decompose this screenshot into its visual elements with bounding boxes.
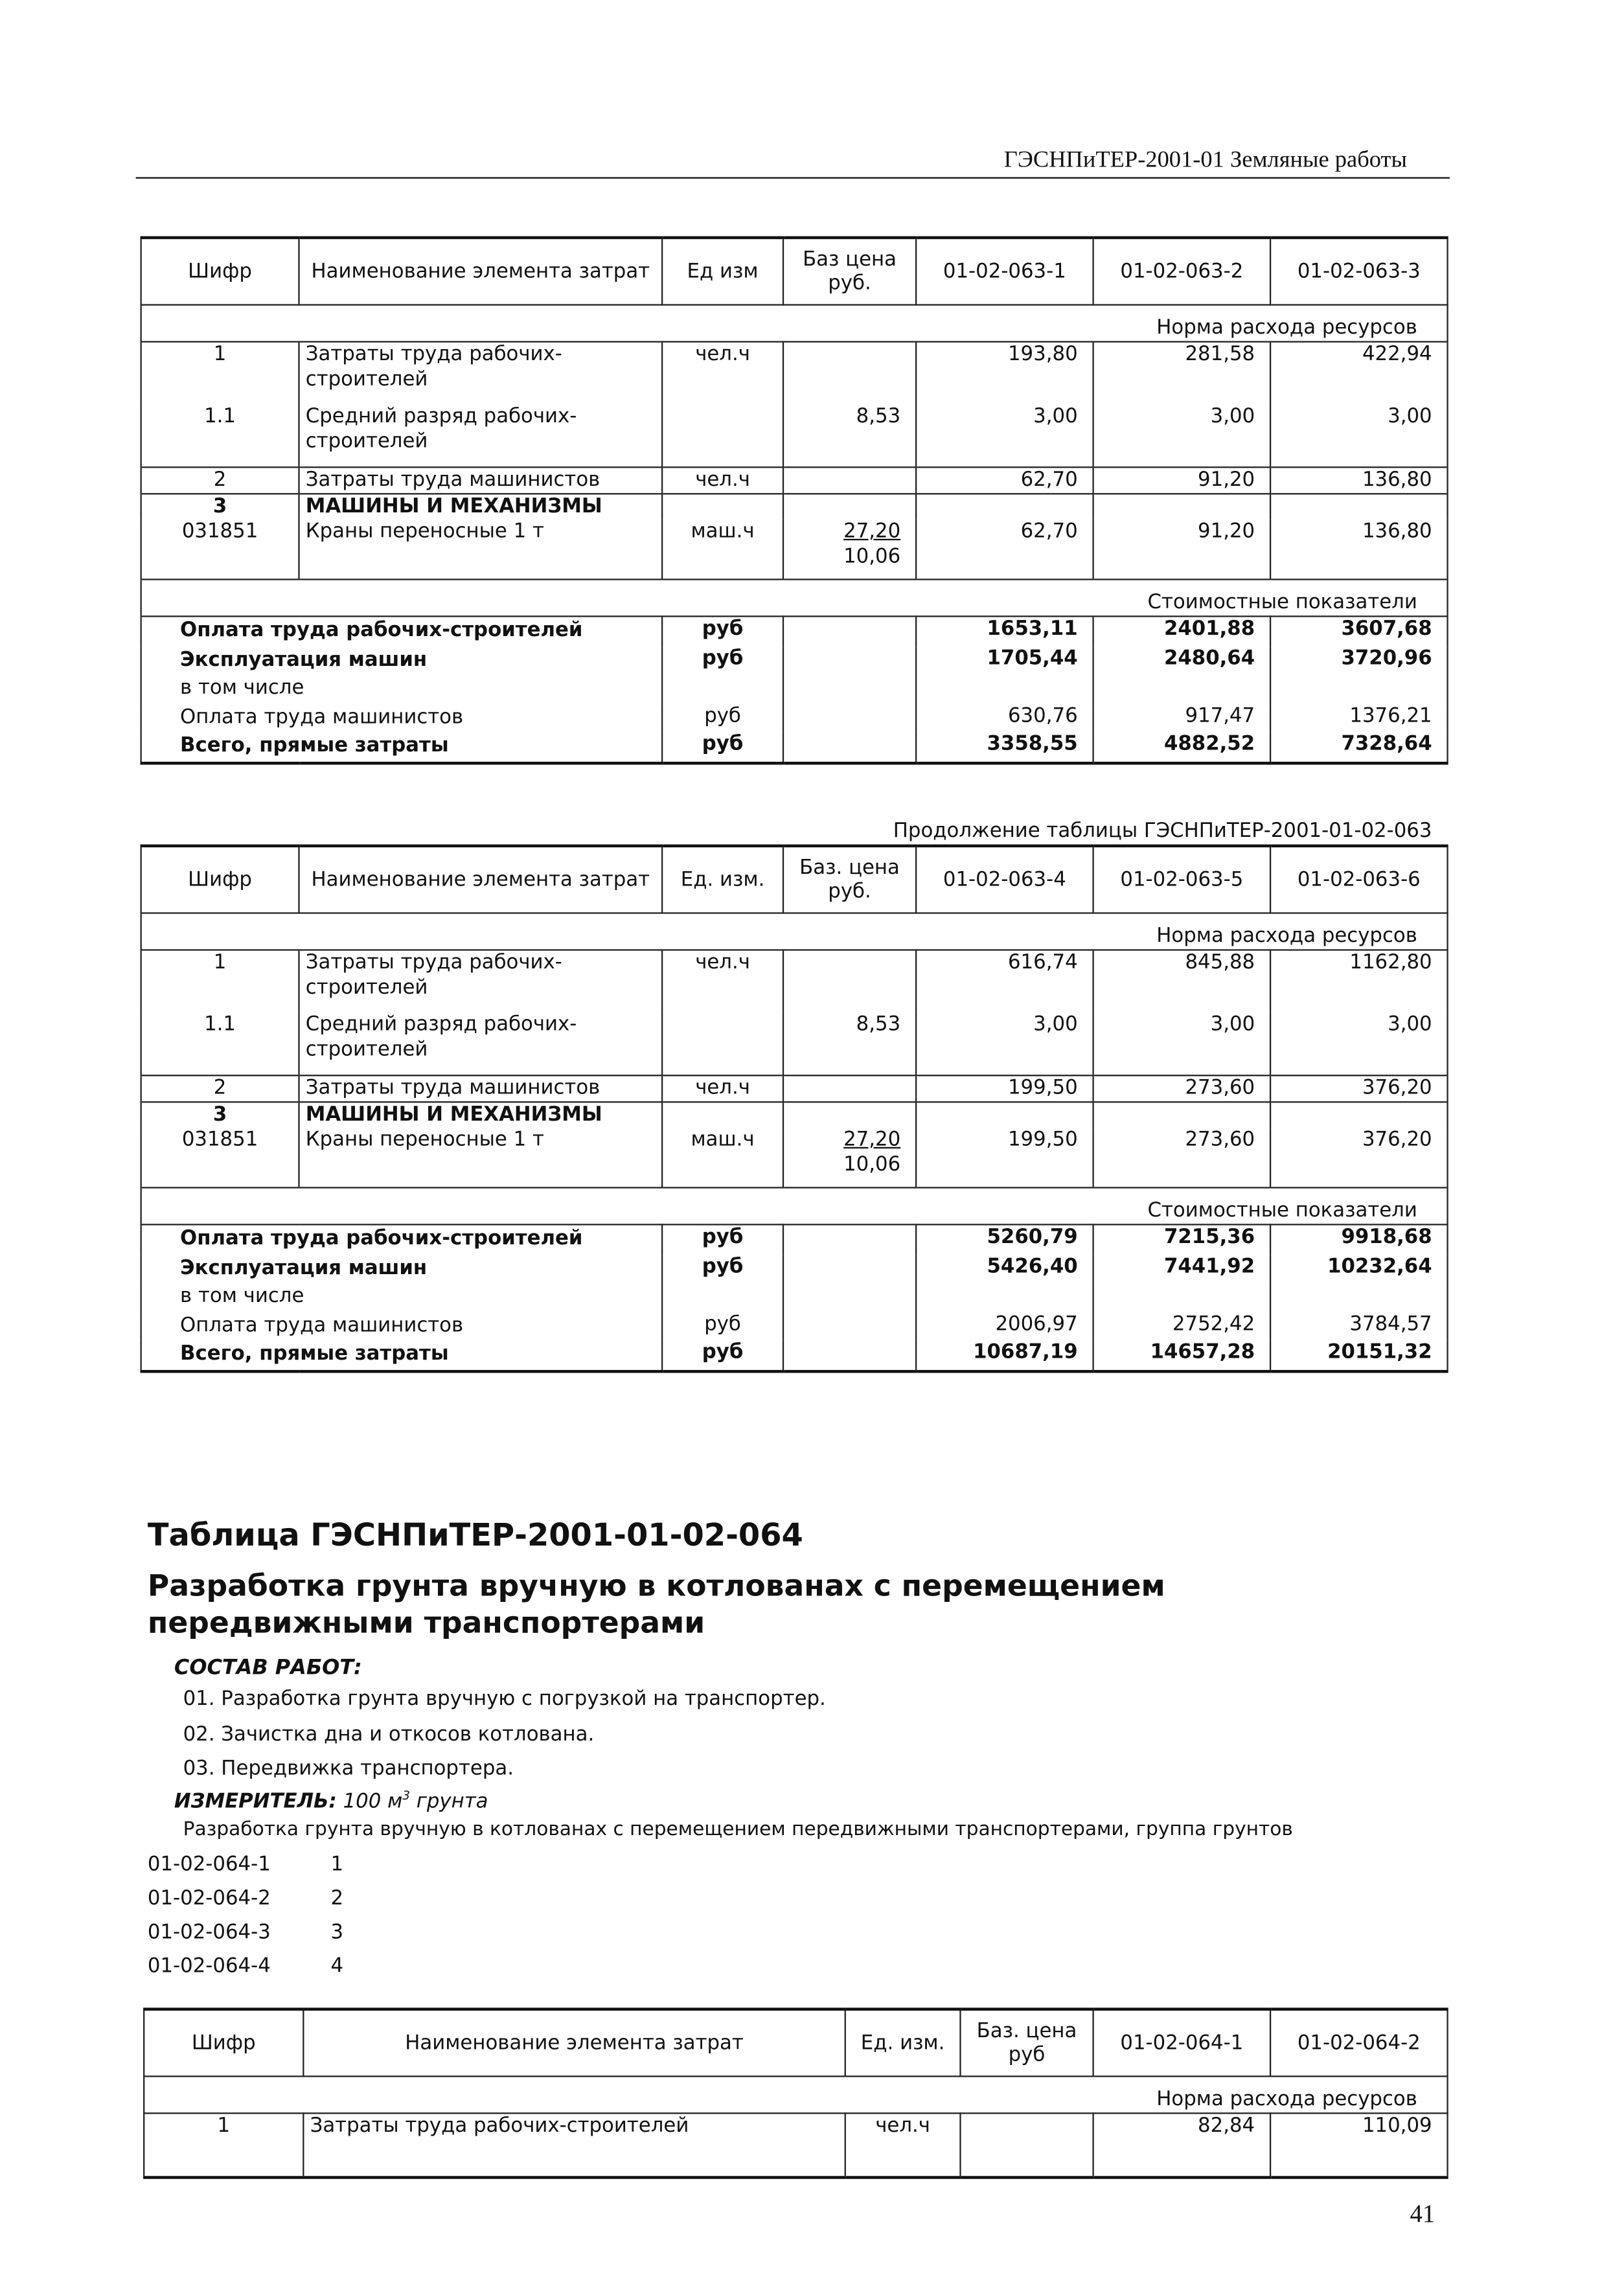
cost-value: 10232,64 — [1270, 1254, 1447, 1283]
row-name: Краны переносные 1 т — [299, 520, 662, 579]
cost-value: 3358,55 — [916, 732, 1093, 762]
column-header: Ед изм — [662, 238, 783, 305]
cost-value — [916, 675, 1093, 703]
measurement-unit — [174, 1789, 488, 1814]
cost-row — [141, 1254, 1448, 1283]
price-value: 27,20 — [843, 1128, 901, 1152]
code-row — [148, 1921, 343, 1944]
row-code: 3 — [141, 1102, 299, 1128]
cost-value: 917,47 — [1093, 703, 1270, 732]
norm-section-row — [141, 305, 1448, 342]
code: 01-02-064-1 — [147, 1853, 271, 1877]
cost-unit: руб — [662, 1312, 783, 1340]
column-header: Наименование элемента затрат — [299, 238, 662, 305]
column-header: Баз цена руб. — [783, 238, 916, 305]
row-unit — [662, 404, 783, 467]
cost-unit: руб — [662, 703, 783, 732]
operation-item: 01. Разработка грунта вручную с погрузкой на транспортер. — [183, 1687, 826, 1711]
cost-row — [141, 1224, 1448, 1254]
operation-item: 03. Передвижка транспортера. — [183, 1757, 514, 1781]
row-unit: чел.ч — [662, 467, 783, 494]
cost-row — [141, 1340, 1448, 1371]
row-price — [783, 494, 916, 520]
row-value: 199,50 — [916, 1075, 1093, 1102]
row-name: Затраты труда рабочих-строителей — [299, 342, 662, 405]
cost-value: 2006,97 — [916, 1312, 1093, 1340]
row-code: 3 — [141, 494, 299, 520]
row-value: 3,00 — [916, 1012, 1093, 1075]
soil-group: 2 — [330, 1886, 344, 1911]
row-code: 1.1 — [141, 404, 299, 467]
cost-value: 7215,36 — [1093, 1224, 1270, 1254]
cost-unit: руб — [662, 646, 783, 674]
row-price — [783, 520, 916, 579]
row-value: 845,88 — [1093, 950, 1270, 1013]
column-header: 01-02-063-5 — [1093, 846, 1270, 913]
row-value: 1162,80 — [1270, 950, 1447, 1013]
cost-price — [783, 1224, 916, 1254]
cost-value: 1705,44 — [916, 646, 1093, 674]
cost-value: 3607,68 — [1270, 616, 1447, 646]
cost-name: Оплата труда рабочих-строителей — [141, 1224, 662, 1254]
cost-value: 5426,40 — [916, 1254, 1093, 1283]
code-row — [148, 1853, 343, 1876]
cost-value: 1653,11 — [916, 616, 1093, 646]
norm-section-label: Норма расхода ресурсов — [144, 2076, 1447, 2113]
operation-item: 02. Зачистка дна и откосов котлована. — [183, 1722, 595, 1747]
cost-name: Всего, прямые затраты — [141, 1340, 662, 1371]
cost-name: в том числе — [141, 1283, 662, 1311]
code-row — [148, 1887, 343, 1910]
row-price — [783, 1075, 916, 1102]
row-unit: чел.ч — [662, 950, 783, 1013]
cost-value: 10687,19 — [916, 1340, 1093, 1371]
cost-row — [141, 646, 1448, 674]
cost-value: 14657,28 — [1093, 1340, 1270, 1371]
measurement-sup: 3 — [402, 1789, 410, 1803]
table-header — [141, 238, 1448, 305]
cost-row — [141, 732, 1448, 762]
row-name: МАШИНЫ И МЕХАНИЗМЫ — [299, 1102, 662, 1128]
row-value: 376,20 — [1270, 1128, 1447, 1187]
norm-section-row — [144, 2076, 1447, 2113]
row-price — [783, 1102, 916, 1128]
cost-price — [783, 616, 916, 646]
cost-price — [783, 1283, 916, 1311]
table-row — [144, 2113, 1447, 2177]
row-value: 110,09 — [1270, 2113, 1447, 2177]
row-unit: маш.ч — [662, 520, 783, 579]
table-row — [141, 1075, 1448, 1102]
running-head: ГЭСНПиТЕР-2001-01 Земляные работы — [1003, 147, 1407, 173]
table-row — [141, 1128, 1448, 1187]
row-unit — [662, 1102, 783, 1128]
column-header: 01-02-063-3 — [1270, 238, 1447, 305]
column-header: 01-02-064-1 — [1093, 2009, 1270, 2077]
row-name: Средний разряд рабочих-строителей — [299, 404, 662, 467]
row-name: Затраты труда машинистов — [299, 1075, 662, 1102]
row-value: 193,80 — [916, 342, 1093, 405]
row-value: 3,00 — [1270, 1012, 1447, 1075]
cost-section-label: Стоимостные показатели — [141, 1187, 1448, 1224]
cost-value: 3784,57 — [1270, 1312, 1447, 1340]
cost-price — [783, 1340, 916, 1371]
row-value — [916, 1102, 1093, 1128]
row-unit: чел.ч — [845, 2113, 961, 2177]
description: Разработка грунта вручную в котлованах с перемещением передвижными транспортерами, группа грунтов — [183, 1818, 1293, 1841]
column-header: Ед. изм. — [845, 2009, 961, 2077]
row-unit: чел.ч — [662, 342, 783, 405]
code: 01-02-064-2 — [147, 1886, 271, 1911]
cost-value — [1270, 675, 1447, 703]
column-header: Наименование элемента затрат — [303, 2009, 845, 2077]
code-row — [148, 1954, 343, 1978]
row-value — [1093, 1102, 1270, 1128]
column-header: Баз. цена руб. — [783, 846, 916, 913]
row-value — [1270, 494, 1447, 520]
cost-name: Оплата труда машинистов — [141, 1312, 662, 1340]
row-name: Затраты труда рабочих-строителей — [303, 2113, 845, 2177]
cost-price — [783, 1312, 916, 1340]
cost-unit — [662, 1283, 783, 1311]
row-price — [783, 342, 916, 405]
row-value: 3,00 — [1270, 404, 1447, 467]
row-price — [783, 950, 916, 1013]
resource-table-064 — [143, 2007, 1448, 2178]
cost-unit: руб — [662, 1340, 783, 1371]
cost-row — [141, 1283, 1448, 1311]
cost-value: 2401,88 — [1093, 616, 1270, 646]
row-value: 62,70 — [916, 520, 1093, 579]
row-name: Краны переносные 1 т — [299, 1128, 662, 1187]
measurement-unit-text: грунта — [416, 1790, 488, 1814]
cost-name: Всего, прямые затраты — [141, 732, 662, 762]
soil-group: 3 — [330, 1920, 344, 1945]
cost-value: 2752,42 — [1093, 1312, 1270, 1340]
table-row — [141, 520, 1448, 579]
price-machinist-value: 10,06 — [843, 1152, 901, 1177]
row-value: 281,58 — [1093, 342, 1270, 405]
soil-group: 4 — [330, 1954, 344, 1978]
column-header: 01-02-063-6 — [1270, 846, 1447, 913]
row-value: 616,74 — [916, 950, 1093, 1013]
row-value: 91,20 — [1093, 520, 1270, 579]
column-header: 01-02-063-1 — [916, 238, 1093, 305]
cost-section-row — [141, 580, 1448, 617]
cost-row — [141, 675, 1448, 703]
page-number: 41 — [1410, 2199, 1435, 2228]
row-value: 199,50 — [916, 1128, 1093, 1187]
cost-value: 7441,92 — [1093, 1254, 1270, 1283]
row-value: 3,00 — [1093, 404, 1270, 467]
row-price — [783, 1128, 916, 1187]
table-header — [141, 846, 1448, 913]
table-header — [144, 2009, 1447, 2077]
column-header: Ед. изм. — [662, 846, 783, 913]
resource-table-063-4-6 — [141, 845, 1448, 1373]
row-code: 2 — [141, 467, 299, 494]
table-row — [141, 950, 1448, 1013]
row-value: 82,84 — [1093, 2113, 1270, 2177]
section-title: Таблица ГЭСНПиТЕР-2001-01-02-064 — [147, 1517, 803, 1553]
norm-section-label: Норма расхода ресурсов — [141, 913, 1448, 950]
column-header: 01-02-063-2 — [1093, 238, 1270, 305]
row-unit: маш.ч — [662, 1128, 783, 1187]
work-composition-label: СОСТАВ РАБОТ: — [174, 1656, 362, 1680]
soil-group: 1 — [330, 1853, 344, 1877]
norm-section-label: Норма расхода ресурсов — [141, 305, 1448, 342]
cost-value: 5260,79 — [916, 1224, 1093, 1254]
cost-value: 4882,52 — [1093, 732, 1270, 762]
cost-unit: руб — [662, 732, 783, 762]
cost-row — [141, 616, 1448, 646]
cost-value — [1093, 1283, 1270, 1311]
cost-unit: руб — [662, 1224, 783, 1254]
row-code: 2 — [141, 1075, 299, 1102]
row-price: 8,53 — [783, 404, 916, 467]
cost-price — [783, 732, 916, 762]
cost-name: Оплата труда рабочих-строителей — [141, 616, 662, 646]
cost-value: 1376,21 — [1270, 703, 1447, 732]
row-name: Затраты труда машинистов — [299, 467, 662, 494]
row-price: 8,53 — [783, 1012, 916, 1075]
cost-price — [783, 1254, 916, 1283]
row-value: 273,60 — [1093, 1128, 1270, 1187]
row-code: 031851 — [141, 1128, 299, 1187]
row-code: 1 — [144, 2113, 303, 2177]
cost-name: Оплата труда машинистов — [141, 703, 662, 732]
cost-section-label: Стоимостные показатели — [141, 580, 1448, 617]
row-price — [960, 2113, 1093, 2177]
column-header: Баз. цена руб — [960, 2009, 1093, 2077]
table-row — [141, 342, 1448, 405]
row-name: МАШИНЫ И МЕХАНИЗМЫ — [299, 494, 662, 520]
resource-table-063-1-3 — [141, 236, 1448, 764]
price-value: 27,20 — [843, 520, 901, 543]
cost-value: 7328,64 — [1270, 732, 1447, 762]
cost-value: 3720,96 — [1270, 646, 1447, 674]
column-header: Шифр — [141, 846, 299, 913]
table-row — [141, 404, 1448, 467]
row-value: 376,20 — [1270, 1075, 1447, 1102]
table-row — [141, 1012, 1448, 1075]
cost-value — [1270, 1283, 1447, 1311]
table-row — [141, 494, 1448, 520]
price-machinist-value: 10,06 — [843, 544, 901, 569]
code: 01-02-064-3 — [147, 1920, 271, 1945]
row-code: 1 — [141, 950, 299, 1013]
row-price — [783, 467, 916, 494]
cost-unit: руб — [662, 1254, 783, 1283]
row-value — [916, 494, 1093, 520]
cost-section-row — [141, 1187, 1448, 1224]
measurement-value: 100 м — [343, 1790, 403, 1814]
cost-value: 9918,68 — [1270, 1224, 1447, 1254]
row-value: 62,70 — [916, 467, 1093, 494]
row-code: 1.1 — [141, 1012, 299, 1075]
row-value — [1270, 1102, 1447, 1128]
cost-price — [783, 646, 916, 674]
cost-unit — [662, 675, 783, 703]
cost-name: Эксплуатация машин — [141, 646, 662, 674]
column-header: 01-02-063-4 — [916, 846, 1093, 913]
measurement-label: ИЗМЕРИТЕЛЬ: — [174, 1790, 337, 1814]
cost-row — [141, 703, 1448, 732]
cost-name: Эксплуатация машин — [141, 1254, 662, 1283]
code: 01-02-064-4 — [147, 1954, 271, 1978]
column-header: Наименование элемента затрат — [299, 846, 662, 913]
section-subtitle: Разработка грунта вручную в котлованах с перемещением передвижными транспортерами — [147, 1568, 1165, 1640]
cost-value — [1093, 675, 1270, 703]
row-value: 273,60 — [1093, 1075, 1270, 1102]
column-header: 01-02-064-2 — [1270, 2009, 1447, 2077]
row-unit — [662, 1012, 783, 1075]
row-name: Затраты труда рабочих-строителей — [299, 950, 662, 1013]
cost-value: 630,76 — [916, 703, 1093, 732]
cost-price — [783, 675, 916, 703]
row-value: 136,80 — [1270, 520, 1447, 579]
column-header: Шифр — [144, 2009, 303, 2077]
row-unit — [662, 494, 783, 520]
cost-name: в том числе — [141, 675, 662, 703]
table-row — [141, 467, 1448, 494]
column-header: Шифр — [141, 238, 299, 305]
row-value: 91,20 — [1093, 467, 1270, 494]
header-rule — [136, 177, 1450, 178]
cost-value: 20151,32 — [1270, 1340, 1447, 1371]
row-code: 1 — [141, 342, 299, 405]
cost-unit: руб — [662, 616, 783, 646]
cost-value — [916, 1283, 1093, 1311]
row-value: 3,00 — [916, 404, 1093, 467]
row-code: 031851 — [141, 520, 299, 579]
row-unit: чел.ч — [662, 1075, 783, 1102]
table-row — [141, 1102, 1448, 1128]
continuation-caption: Продолжение таблицы ГЭСНПиТЕР-2001-01-02-063 — [893, 819, 1432, 843]
norm-section-row — [141, 913, 1448, 950]
cost-value: 2480,64 — [1093, 646, 1270, 674]
row-value: 3,00 — [1093, 1012, 1270, 1075]
cost-price — [783, 703, 916, 732]
cost-row — [141, 1312, 1448, 1340]
row-name: Средний разряд рабочих-строителей — [299, 1012, 662, 1075]
row-value: 136,80 — [1270, 467, 1447, 494]
row-value: 422,94 — [1270, 342, 1447, 405]
row-value — [1093, 494, 1270, 520]
